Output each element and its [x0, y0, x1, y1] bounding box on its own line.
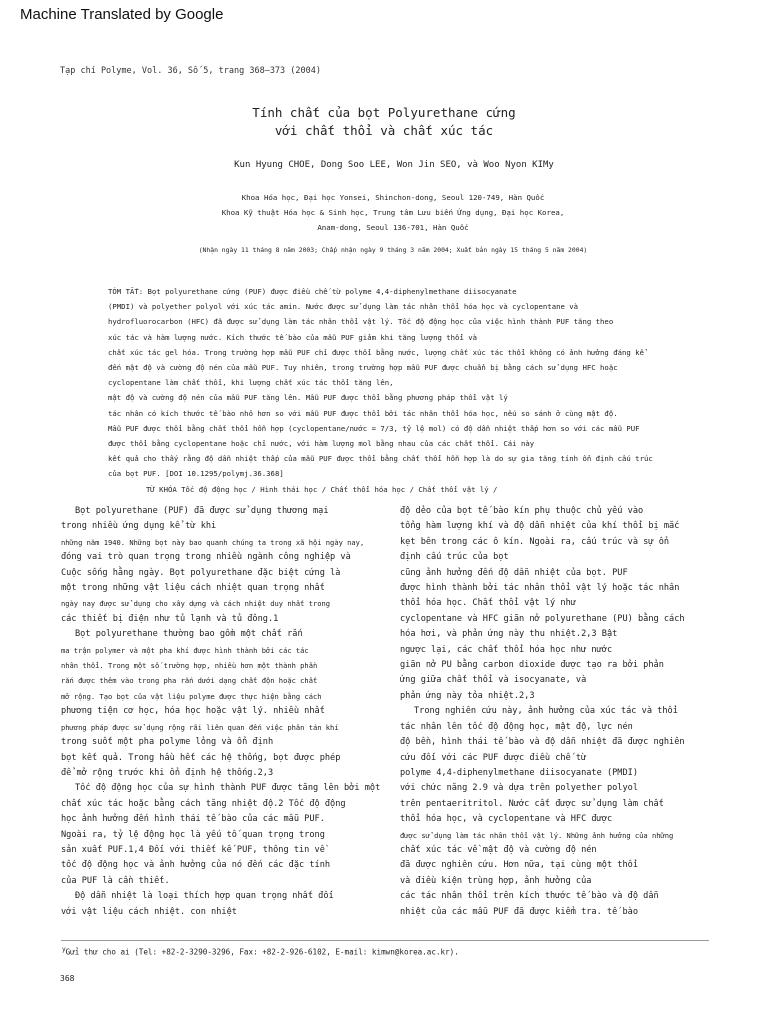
body-text-line: để mở rộng trước khi ổn định hệ thống.2,3	[61, 767, 274, 778]
body-text-line: nhân thổi. Trong một số trường hợp, nhiều hơn một thành phần	[61, 661, 318, 671]
body-text-line: đã được nghiên cứu. Hơn nữa, tại cùng một thổi	[400, 860, 638, 871]
body-text-line: trong nhiều ứng dụng kể từ khi	[61, 521, 217, 532]
body-text-line: cứu đối với các PUF được điều chế từ	[400, 752, 587, 763]
title-line: với chất thổi và chất xúc tác	[274, 123, 494, 138]
body-text-line: Tốc độ động học của sự hình thành PUF được tăng lên bởi một	[75, 783, 381, 794]
body-text-line: giãn nở PU bằng carbon dioxide được tạo ra bởi phản	[400, 660, 664, 671]
body-text-line: thổi hóa học. Chất thổi vật lý như	[400, 598, 576, 609]
abstract-line: (PMDI) và polyether polyol với xúc tác amin. Nước được sử dụng làm tác nhân thổi hóa học và cyclopentane và	[108, 302, 579, 312]
abstract-line: tác nhân có kích thước tế bào nhỏ hơn so với mẫu PUF được thổi bởi tác nhân thổi hóa học, nếu so sánh ở cùng mật độ.	[108, 408, 618, 418]
abstract-line: Mẫu PUF được thổi bằng chất thổi hỗn hợp (cyclopentane/nước = 7/3, tỷ lệ mol) có độ dẫn nhiệt thấp hơn so với các mẫu PUF	[108, 423, 640, 433]
footnote-divider	[61, 940, 709, 941]
body-text-line: của PUF là cần thiết.	[61, 875, 170, 886]
page-number: 368	[60, 974, 75, 983]
body-text-line: tổng hàm lượng khí và độ dẫn nhiệt của khí thổi bị mắc	[400, 521, 680, 532]
footnote-text: Gửi thư cho ai (Tel: +82-2-3290-3296, Fax: +82-2-926-6102, E-mail: kimwn@korea.ac.kr).	[65, 947, 459, 957]
body-text-line: độ bền, hình thái tế bào và độ dẫn nhiệt đã được nghiên	[400, 737, 685, 748]
body-text-line: độ dẻo của bọt tế bào kín phụ thuộc chủ yếu vào	[400, 506, 644, 516]
abstract-line: kết quả cho thấy rằng độ dẫn nhiệt thấp của mẫu PUF được thổi bằng chất thổi hỗn hợp là do sự gia tăng tính ổn định cấu trúc	[108, 454, 653, 464]
body-text-line: phương pháp được sử dụng rộng rãi liên quan đến việc phân tán khí	[61, 722, 339, 732]
body-text-line: học ảnh hưởng đến hình thái tế bào của các mẫu PUF.	[61, 814, 325, 825]
body-text-line: những năm 1940. Những bọt này bao quanh chúng ta trong xã hội ngày nay,	[61, 537, 365, 547]
abstract	[108, 284, 668, 497]
body-text-line: định cấu trúc của bọt	[400, 552, 509, 563]
body-text-line: được hình thành bởi tác nhân thổi vật lý hoặc tác nhân	[400, 583, 680, 594]
body-text-line: các thiết bị điện như tủ lạnh và tủ đông.1	[61, 613, 279, 624]
body-text-line: các tác nhân thổi trên kích thước tế bào và độ dẫn	[400, 891, 659, 902]
abstract-line: của bọt PUF. [DOI 10.1295/polymj.36.368]	[108, 469, 284, 479]
body-text-line: chất xúc tác về mật độ và cường độ nén	[400, 844, 597, 855]
footnote-mark: y	[62, 946, 66, 953]
abstract-line: chất xúc tác gel hóa. Trong trường hợp mẫu PUF chỉ được thổi bằng nước, lượng chất xúc tác thổi không có ảnh hưởng đáng kể	[108, 347, 644, 357]
body-column-right	[400, 504, 720, 920]
body-text-line: ma trận polymer và một pha khí được hình thành bởi các tác	[61, 645, 309, 655]
abstract-line: đến mật độ và cường độ nén của mẫu PUF. Tuy nhiên, trong trường hợp mẫu PUF được chuẩn bị bằng cách sử dụng HFC hoặc	[108, 363, 618, 373]
paper-title	[0, 104, 768, 140]
body-text-line: phản ứng này tỏa nhiệt.2,3	[400, 690, 535, 701]
body-text-line: cũng ảnh hưởng đến độ dẫn nhiệt của bọt. PUF	[400, 567, 628, 578]
body-text-line: với chức năng 2.9 và dựa trên polyether polyol	[400, 783, 638, 794]
body-text-line: cyclopentane và HFC giãn nở polyurethane (PU) bằng cách	[400, 613, 685, 624]
authors: Kun Hyung CHOE, Dong Soo LEE, Won Jin SEO, và Woo Nyon KIMy	[234, 160, 554, 170]
abstract-line: mật độ và cường độ nén của mẫu PUF tăng lên. Mẫu PUF được thổi bằng phương pháp thổi vật lý	[108, 393, 508, 403]
abstract-line: được thổi bằng cyclopentane hoặc chỉ nước, với hàm lượng mol bằng nhau của các chất thổi. Cái này	[108, 439, 535, 449]
title-line: Tính chất của bọt Polyurethane cứng	[252, 105, 516, 120]
keywords: TỪ KHÓA Tốc độ động học / Hình thái học / Chất thổi hóa học / Chất thổi vật lý /	[146, 484, 498, 494]
abstract-line: TÓM TẮT: Bọt polyurethane cứng (PUF) được điều chế từ polyme 4,4-diphenylmethane diisocyanate	[108, 287, 517, 296]
body-text-line: kẹt bên trong các ô kín. Ngoài ra, cấu trúc và sự ổn	[400, 536, 670, 547]
body-text-line: sản xuất PUF.1,4 Đối với thiết kế PUF, thông tin về	[61, 844, 325, 855]
body-text-line: nhiệt của các mẫu PUF đã được kiểm tra. tế bào	[400, 906, 638, 917]
affiliation-line: Khoa Hóa học, Đại học Yonsei, Shinchon-dong, Seoul 120-749, Hàn Quốc	[241, 193, 545, 202]
body-text-line: mở rộng. Tạo bọt của vật liệu polyme được thực hiện bằng cách	[61, 691, 322, 701]
body-text-line: trên pentaeritritol. Nước cất được sử dụng làm chất	[400, 798, 664, 809]
body-text-line: bọt kết quả. Trong hầu hết các hệ thống, bọt được phép	[61, 752, 341, 763]
body-text-line: ứng giữa chất thổi và isocyanate, và	[400, 675, 587, 686]
body-text-line: thổi hóa học, và cyclopentane và HFC được	[400, 814, 613, 825]
affiliations	[0, 190, 768, 235]
body-text-line: hóa hơi, và phản ứng này thu nhiệt.2,3 Bật	[400, 629, 618, 640]
body-text-line: rắn được thêm vào trong pha rắn dưới dạng chất độn hoặc chất	[61, 676, 318, 686]
journal-citation: Tạp chí Polyme, Vol. 36, Số 5, trang 368–373 (2004)	[60, 66, 321, 76]
body-text-line: đóng vai trò quan trọng trong nhiều ngành công nghiệp và	[61, 552, 351, 563]
body-text-line: Bọt polyurethane (PUF) đã được sử dụng thương mại	[75, 506, 329, 516]
affiliation-line: Khoa Kỹ thuật Hóa học & Sinh học, Trung tâm Lưu biến Ứng dụng, Đại học Korea,	[221, 208, 565, 217]
received-dates: (Nhận ngày 11 tháng 8 năm 2003; Chấp nhận ngày 9 tháng 3 năm 2004; Xuất bản ngày 15 tháng 5 năm 2004)	[198, 246, 588, 254]
body-text-line: Ngoài ra, tỷ lệ động học là yếu tố quan trọng trong	[61, 829, 325, 840]
body-text-line: phương tiện cơ học, hóa học hoặc vật lý. nhiều nhất	[61, 706, 325, 717]
body-text-line: Cuộc sống hằng ngày. Bọt polyurethane đặc biệt cứng là	[61, 567, 341, 578]
body-text-line: một trong những vật liệu cách nhiệt quan trọng nhất	[61, 583, 325, 594]
body-column-left	[61, 504, 381, 920]
body-text-line: ngày nay được sử dụng cho xây dựng và cách nhiệt duy nhất trong	[61, 599, 331, 609]
body-text-line: được sử dụng làm tác nhân thổi vật lý. Những ảnh hưởng của những	[400, 830, 674, 840]
body-text-line: tác nhân lên tốc độ động học, mật độ, lực nén	[400, 721, 633, 732]
machine-translated-banner: Machine Translated by Google	[20, 6, 224, 23]
abstract-line: hydrofluorocarbon (HFC) đã được sử dụng làm tác nhân thổi vật lý. Tốc độ động học của việc hình thành PUF tăng theo	[108, 317, 614, 327]
body-text-line: tốc độ động học và ảnh hưởng của nó đến các đặc tính	[61, 860, 331, 871]
footnote	[62, 946, 459, 957]
body-text-line: với vật liệu cách nhiệt. con nhiệt	[61, 906, 237, 917]
body-text-line: trong suốt một pha polyme lỏng và ổn định	[61, 737, 274, 748]
abstract-line: cyclopentane làm chất thổi, khi lượng chất xúc tác thổi tăng lên,	[108, 378, 394, 388]
body-text-line: Trong nghiên cứu này, ảnh hưởng của xúc tác và thổi	[414, 706, 678, 717]
body-text-line: Độ dẫn nhiệt là loại thích hợp quan trọng nhất đối	[75, 891, 334, 902]
body-text-line: và điều kiện trùng hợp, ảnh hưởng của	[400, 875, 592, 886]
affiliation-line: Anam-dong, Seoul 136-701, Hàn Quốc	[317, 223, 469, 232]
body-text-line: chất xúc tác hoặc bằng cách tăng nhiệt độ.2 Tốc độ động	[61, 798, 346, 809]
body-text-line: polyme 4,4-diphenylmethane diisocyanate (PMDI)	[400, 767, 638, 778]
body-text-line: ngược lại, các chất thổi hóa học như nước	[400, 644, 613, 655]
body-text-line: Bọt polyurethane thường bao gồm một chất rắn	[75, 629, 303, 640]
abstract-line: xúc tác và hàm lượng nước. Kích thước tế bào của mẫu PUF giảm khi tăng lượng thổi và	[108, 332, 478, 342]
